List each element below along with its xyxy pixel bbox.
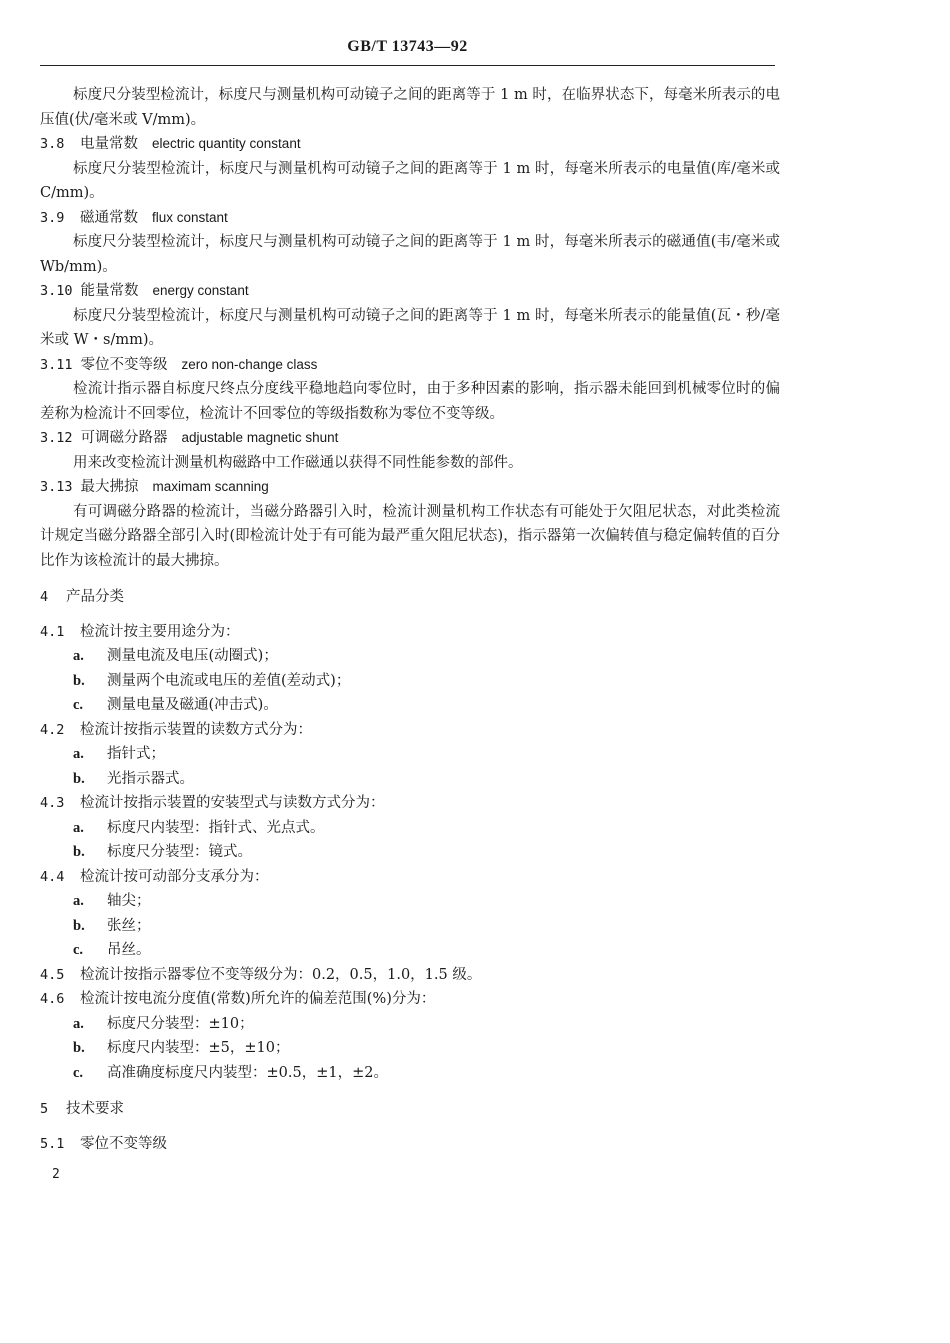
page-number: 2 xyxy=(52,1167,60,1182)
definition-3-13 xyxy=(40,475,780,573)
list-item xyxy=(40,742,780,767)
intro-paragraph: 标度尺分装型检流计，标度尺与测量机构可动镜子之间的距离等于 1 m 时，在临界状态下，每毫米所表示的电压值(伏/毫米或 V/mm)。 xyxy=(40,87,780,128)
clause-4-6 xyxy=(40,987,780,1085)
item-label: b. xyxy=(73,1040,85,1056)
definition-3-8 xyxy=(40,132,780,206)
standard-number-header: GB/T 13743—92 xyxy=(347,38,468,55)
clause-5-1 xyxy=(40,1132,780,1157)
clause-number: 4.2 xyxy=(40,721,65,738)
term-en: maximam scanning xyxy=(152,479,269,494)
item-label: b. xyxy=(73,672,85,689)
clause-4-4 xyxy=(40,865,780,963)
definition-3-12 xyxy=(40,426,780,475)
clause-4-5 xyxy=(40,963,780,988)
item-text: 测量两个电流或电压的差值(差动式)； xyxy=(107,672,351,689)
term-en: adjustable magnetic shunt xyxy=(181,430,339,445)
definition-3-9 xyxy=(40,206,780,280)
list-item xyxy=(40,816,780,841)
list-item xyxy=(40,1061,780,1086)
definition-body: 用来改变检流计测量机构磁路中工作磁通以获得不同性能参数的部件。 xyxy=(73,454,523,471)
item-text: 标度尺内装型：指针式、光点式。 xyxy=(107,819,325,836)
item-text: 张丝； xyxy=(107,917,151,934)
document-body xyxy=(40,83,780,1156)
term-en: flux constant xyxy=(152,209,228,225)
item-text: 高准确度标度尺内装型：±0.5，±1，±2。 xyxy=(107,1064,388,1081)
item-label: a. xyxy=(73,746,84,762)
item-label: b. xyxy=(73,844,85,860)
definition-body: 标度尺分装型检流计，标度尺与测量机构可动镜子之间的距离等于 1 m 时，每毫米所表示的电量值(库/毫米或 C/mm)。 xyxy=(40,160,780,201)
definition-body: 标度尺分装型检流计，标度尺与测量机构可动镜子之间的距离等于 1 m 时，每毫米所表示的能量值(瓦・秒/毫米或 W・s/mm)。 xyxy=(40,307,780,348)
item-label: b. xyxy=(73,917,85,934)
list-item xyxy=(40,693,780,718)
clause-number: 3.12 xyxy=(40,430,73,446)
definition-3-11 xyxy=(40,353,780,427)
clause-number: 4.6 xyxy=(40,991,65,1007)
section-number: 4 xyxy=(40,589,49,605)
clause-text: 零位不变等级 xyxy=(80,1135,167,1152)
item-label: a. xyxy=(73,819,84,836)
term-zh: 可调磁分路器 xyxy=(80,430,168,446)
list-item xyxy=(40,914,780,939)
definition-body: 有可调磁分路器的检流计，当磁分路器引入时，检流计测量机构工作状态有可能处于欠阻尼状态，对此类检流计规定当磁分路器全部引入时(即检流计处于有可能为最严重欠阻尼状态)，指示器第一次偏转值与稳定偏转值的百分比作为该检流计的最大拂掠。 xyxy=(40,503,780,569)
list-item xyxy=(40,1012,780,1037)
item-label: a. xyxy=(73,893,84,909)
clause-text: 检流计按主要用途分为： xyxy=(80,623,240,640)
item-text: 轴尖； xyxy=(107,893,151,909)
item-label: c. xyxy=(73,942,84,958)
term-zh: 能量常数 xyxy=(80,283,139,299)
clause-4-1 xyxy=(40,620,780,718)
clause-number: 3.13 xyxy=(40,479,73,495)
term-zh: 零位不变等级 xyxy=(80,356,168,373)
section-4-heading xyxy=(40,585,780,610)
term-en: energy constant xyxy=(152,283,249,298)
clause-4-2 xyxy=(40,718,780,792)
clause-number: 4.5 xyxy=(40,966,65,983)
clause-text: 检流计按指示装置的读数方式分为： xyxy=(80,721,312,738)
item-text: 标度尺分装型：镜式。 xyxy=(107,844,252,860)
list-item xyxy=(40,1036,780,1061)
item-text: 测量电量及磁通(冲击式)。 xyxy=(107,697,278,713)
section-title: 技术要求 xyxy=(66,1101,124,1117)
definition-body: 检流计指示器自标度尺终点分度线平稳地趋向零位时，由于多种因素的影响，指示器未能回到机械零位时的偏差称为检流计不回零位，检流计不回零位的等级指数称为零位不变等级。 xyxy=(40,381,780,422)
item-label: c. xyxy=(73,697,84,713)
header-rule xyxy=(40,65,775,66)
item-text: 光指示器式。 xyxy=(107,770,194,787)
item-text: 标度尺分装型：±10； xyxy=(107,1015,254,1032)
list-item xyxy=(40,644,780,669)
clause-text: 检流计按指示装置的安装型式与读数方式分为： xyxy=(80,795,385,811)
item-label: b. xyxy=(73,770,85,787)
clause-number: 3.9 xyxy=(40,209,65,226)
clause-number: 3.8 xyxy=(40,136,65,152)
list-item xyxy=(40,889,780,914)
item-text: 测量电流及电压(动圈式)； xyxy=(107,648,278,664)
term-en: electric quantity constant xyxy=(152,136,301,151)
item-label: c. xyxy=(73,1064,84,1081)
item-text: 标度尺内装型：±5，±10； xyxy=(107,1040,290,1056)
list-item xyxy=(40,669,780,694)
list-item xyxy=(40,840,780,865)
clause-text: 检流计按电流分度值(常数)所允许的偏差范围(%)分为： xyxy=(80,991,436,1007)
item-text: 指针式； xyxy=(107,746,165,762)
clause-4-3 xyxy=(40,791,780,865)
clause-text: 检流计按可动部分支承分为： xyxy=(80,868,269,885)
definition-3-10 xyxy=(40,279,780,353)
list-item xyxy=(40,938,780,963)
clause-text: 检流计按指示器零位不变等级分为：0.2，0.5，1.0，1.5 级。 xyxy=(80,966,482,983)
section-title: 产品分类 xyxy=(66,589,124,605)
clause-number: 4.1 xyxy=(40,623,65,640)
list-item xyxy=(40,767,780,792)
clause-number: 3.11 xyxy=(40,356,73,373)
section-5-heading xyxy=(40,1097,780,1122)
term-en: zero non-change class xyxy=(181,356,318,372)
clause-number: 4.3 xyxy=(40,795,65,811)
clause-number: 5.1 xyxy=(40,1135,65,1152)
clause-number: 4.4 xyxy=(40,868,65,885)
term-zh: 最大拂掠 xyxy=(80,479,139,495)
item-text: 吊丝。 xyxy=(107,942,151,958)
item-label: a. xyxy=(73,648,84,664)
item-label: a. xyxy=(73,1015,84,1032)
term-zh: 磁通常数 xyxy=(80,209,138,226)
definition-body: 标度尺分装型检流计，标度尺与测量机构可动镜子之间的距离等于 1 m 时，每毫米所表示的磁通值(韦/毫米或 Wb/mm)。 xyxy=(40,234,780,275)
term-zh: 电量常数 xyxy=(80,136,138,152)
section-number: 5 xyxy=(40,1101,49,1117)
clause-number: 3.10 xyxy=(40,283,73,299)
